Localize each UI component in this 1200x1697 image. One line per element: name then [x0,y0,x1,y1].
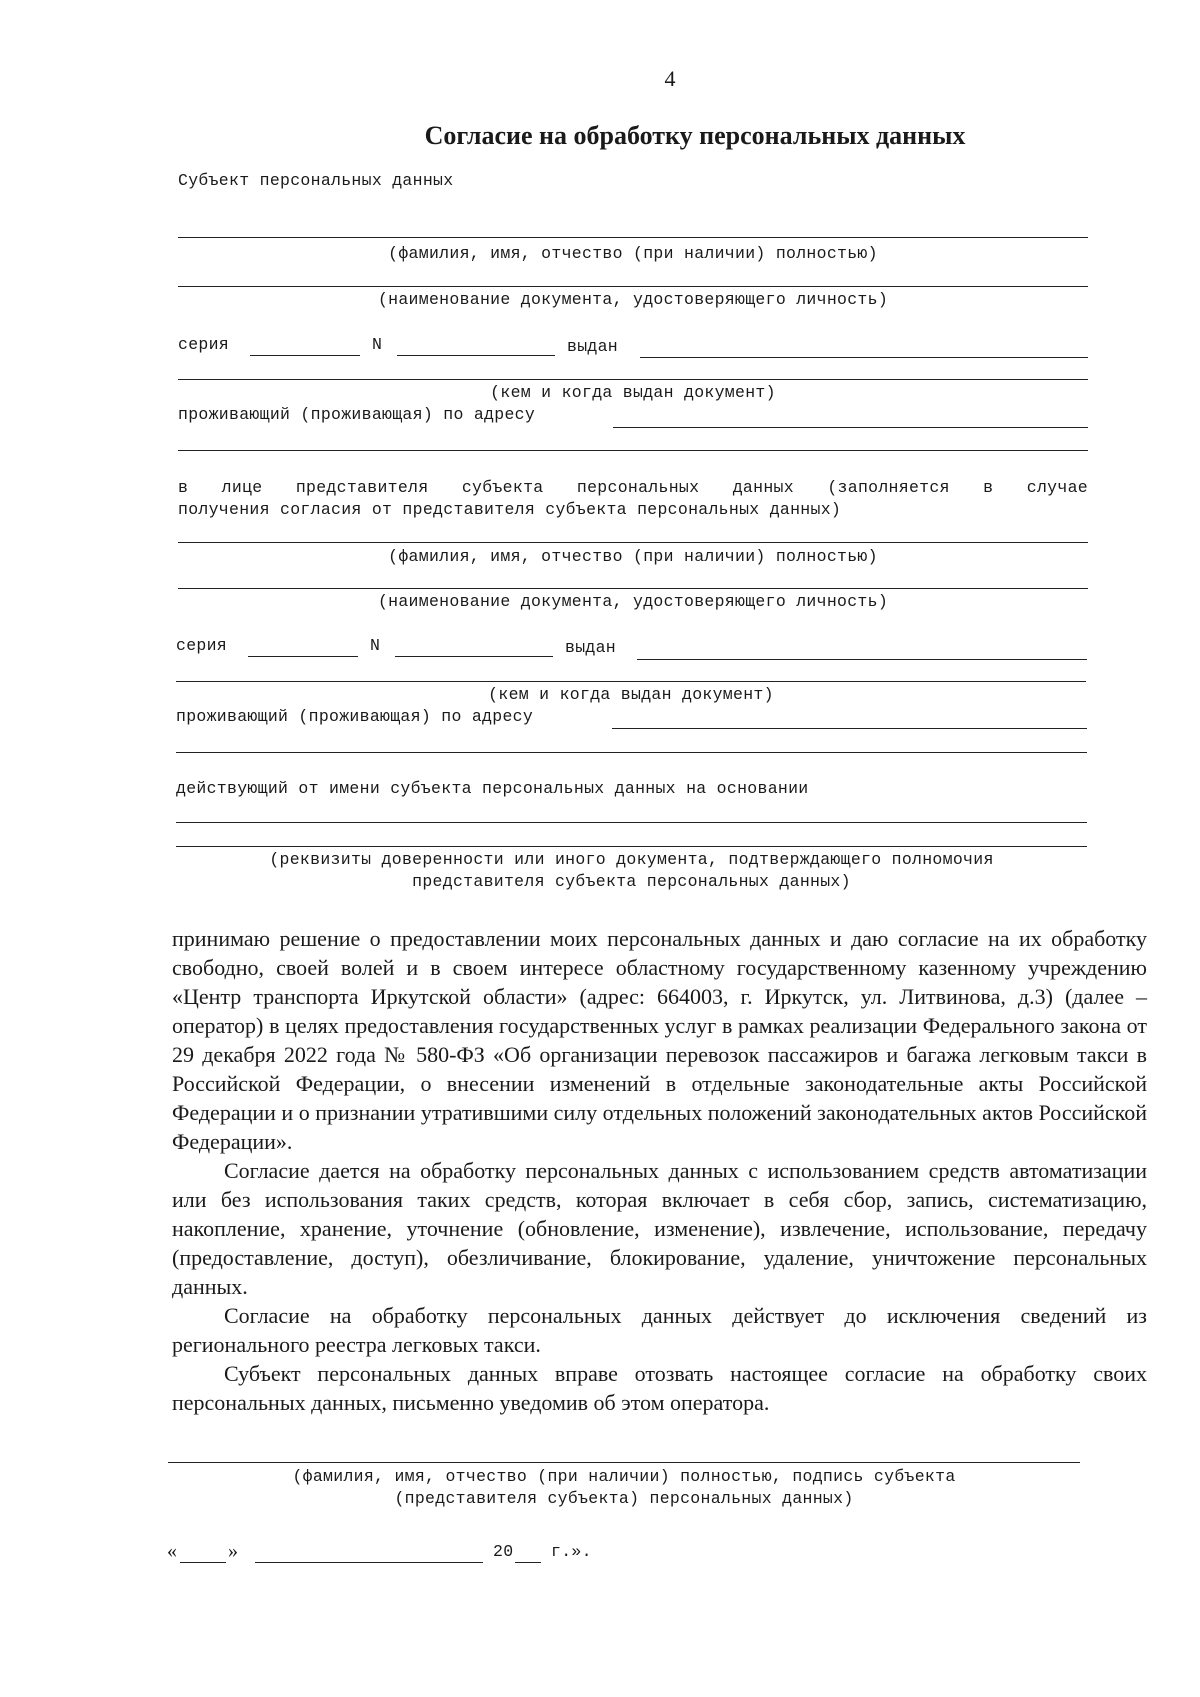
representative-issued-continuation-field[interactable] [176,681,1086,682]
page-number: 4 [664,66,676,91]
signature-caption-line1: (фамилия, имя, отчество (при наличии) полностью, подпись субъекта [292,1467,956,1486]
acting-basis-continuation-field[interactable] [176,846,1087,847]
representative-intro-line1: в лице представителя субъекта персональных данных (заполняется в случае [178,478,1088,497]
subject-series-field[interactable] [250,355,360,356]
acting-basis-label: действующий от имени субъекта персональных данных на основании [176,779,809,798]
subject-series-label: серия [178,335,230,354]
date-year-suffix: г.». [551,1542,592,1561]
subject-label: Субъект персональных данных [178,171,454,190]
representative-address-continuation-field[interactable] [176,752,1087,753]
representative-fio-caption: (фамилия, имя, отчество (при наличии) полностью) [388,547,878,566]
signature-caption-line2: (представителя субъекта) персональных данных) [394,1489,854,1508]
representative-series-label: серия [176,636,228,655]
proxy-caption-line2: представителя субъекта персональных данных) [412,872,851,891]
date-year-field[interactable] [515,1562,541,1563]
subject-fio-caption: (фамилия, имя, отчество (при наличии) полностью) [388,244,878,263]
subject-address-label: проживающий (проживающая) по адресу [178,405,536,424]
subject-fio-field[interactable] [178,237,1088,238]
representative-address-field[interactable] [612,728,1087,729]
consent-paragraph-1: принимаю решение о предоставлении моих персональных данных и даю согласие на их обработку свободно, своей волей и в своем интересе областному государственному казенному учреждению «Центр транспорта Иркутской области» (адрес: 664003, г. Иркутск, ул. Литвинова, д.3) (далее – оператор) в целях предоставления государственных услуг в рамках реализации Федерального закона от 29 декабря 2022 года № 580-ФЗ «Об организации перевозок пассажиров и багажа легковым такси в Российской Федерации, о внесении изменений в отдельные законодательные акты Российской Федерации и о признании утратившими силу отдельных положений законодательных актов Российской Федерации». [172,926,1147,1154]
subject-address-continuation-field[interactable] [178,450,1088,451]
date-open-quote: « [167,1540,177,1562]
subject-address-field[interactable] [613,427,1088,428]
subject-doc-field[interactable] [178,286,1088,287]
representative-issued-field[interactable] [637,659,1087,660]
representative-issued-label: выдан [565,638,617,657]
subject-issued-continuation-field[interactable] [178,379,1088,380]
consent-paragraph-2: Согласие дается на обработку персональных данных с использованием средств автоматизации или без использования таких средств, которая включает в себя сбор, запись, систематизацию, накопление, хранение, уточнение (обновление, изменение), извлечение, использование, передачу (предоставление, доступ), обезличивание, блокирование, удаление, уничтожение персональных данных. [172,1158,1147,1299]
date-month-field[interactable] [255,1562,483,1563]
subject-number-label: N [372,335,383,354]
subject-issued-label: выдан [567,337,619,356]
consent-paragraph-4: Субъект персональных данных вправе отозвать настоящее согласие на обработку своих персональных данных, письменно уведомив об этом оператора. [172,1361,1147,1415]
subject-number-field[interactable] [397,355,555,356]
date-close-quote: » [228,1540,238,1562]
representative-address-label: проживающий (проживающая) по адресу [176,707,534,726]
date-year-prefix: 20 [493,1542,514,1561]
proxy-caption-line1: (реквизиты доверенности или иного документа, подтверждающего полномочия [269,850,994,869]
consent-paragraph-3: Согласие на обработку персональных данных действует до исключения сведений из регионального реестра легковых такси. [172,1303,1147,1357]
representative-number-label: N [370,636,381,655]
representative-series-field[interactable] [248,656,358,657]
signature-field[interactable] [168,1462,1080,1463]
date-day-field[interactable] [180,1562,226,1563]
representative-issued-caption: (кем и когда выдан документ) [488,685,774,704]
subject-issued-field[interactable] [640,357,1088,358]
acting-basis-field[interactable] [176,822,1087,823]
representative-intro-line2: получения согласия от представителя субъекта персональных данных) [178,500,842,519]
representative-number-field[interactable] [395,656,553,657]
representative-doc-caption: (наименование документа, удостоверяющего личность) [377,592,889,611]
representative-fio-field[interactable] [178,542,1088,543]
subject-doc-caption: (наименование документа, удостоверяющего личность) [377,290,889,309]
subject-issued-caption: (кем и когда выдан документ) [490,383,776,402]
page-title: Согласие на обработку персональных данных [424,121,966,150]
representative-doc-field[interactable] [178,588,1088,589]
